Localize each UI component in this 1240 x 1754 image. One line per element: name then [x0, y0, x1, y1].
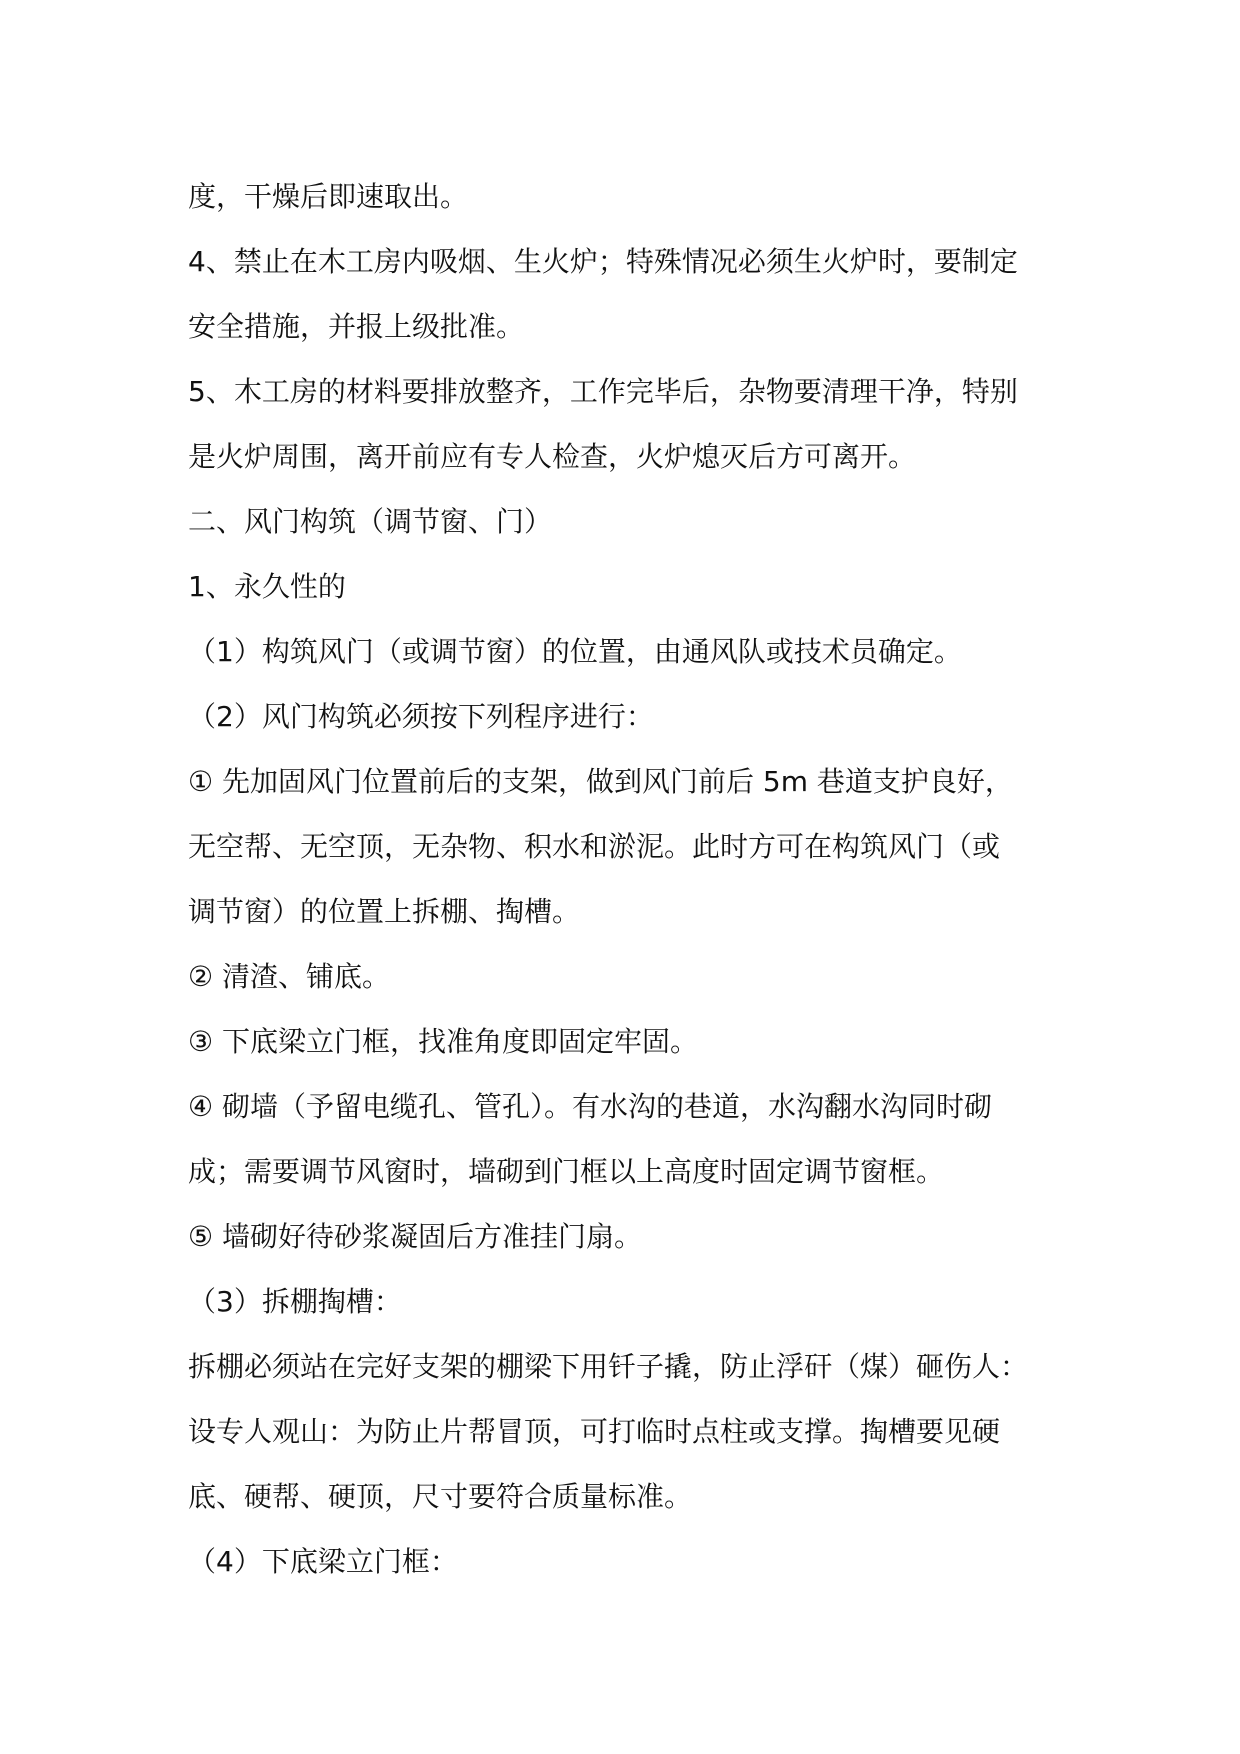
text-line: 底、硬帮、硬顶，尺寸要符合质量标准。 — [188, 1480, 693, 1513]
text-line: ① 先加固风门位置前后的支架，做到风门前后 5m 巷道支护良好， — [188, 765, 1013, 798]
text-line: ⑤ 墙砌好待砂浆凝固后方准挂门扇。 — [188, 1220, 643, 1253]
text-line: 4、禁止在木工房内吸烟、生火炉；特殊情况必须生火炉时，要制定 — [188, 245, 1018, 278]
text-line: （1）构筑风门（或调节窗）的位置，由通风队或技术员确定。 — [188, 635, 962, 668]
text-line: 调节窗）的位置上拆棚、掏槽。 — [188, 895, 581, 928]
text-line: 成；需要调节风窗时，墙砌到门框以上高度时固定调节窗框。 — [188, 1155, 945, 1188]
section-heading: 二、风门构筑（调节窗、门） — [188, 505, 553, 538]
text-line: 安全措施，并报上级批准。 — [188, 310, 525, 343]
text-line: 是火炉周围，离开前应有专人检查，火炉熄灭后方可离开。 — [188, 440, 917, 473]
text-line: ③ 下底梁立门框，找准角度即固定牢固。 — [188, 1025, 699, 1058]
text-line: 设专人观山：为防止片帮冒顶，可打临时点柱或支撑。掏槽要见硬 — [188, 1415, 1001, 1448]
text-line: ④ 砌墙（予留电缆孔、管孔）。有水沟的巷道，水沟翻水沟同时砌 — [188, 1090, 993, 1123]
text-line: 拆棚必须站在完好支架的棚梁下用钎子撬，防止浮矸（煤）砸伤人： — [188, 1350, 1029, 1383]
text-line: 度，干燥后即速取出。 — [188, 180, 469, 213]
text-line: 5、木工房的材料要排放整齐，工作完毕后，杂物要清理干净，特别 — [188, 375, 1018, 408]
subsection-heading: 1、永久性的 — [188, 570, 346, 603]
text-line: 无空帮、无空顶，无杂物、积水和淤泥。此时方可在构筑风门（或 — [188, 830, 1001, 863]
text-line: ② 清渣、铺底。 — [188, 960, 391, 993]
text-line: （4）下底梁立门框： — [188, 1545, 458, 1578]
text-line: （2）风门构筑必须按下列程序进行： — [188, 700, 654, 733]
document-body — [188, 164, 1088, 1594]
text-line: （3）拆棚掏槽： — [188, 1285, 402, 1318]
